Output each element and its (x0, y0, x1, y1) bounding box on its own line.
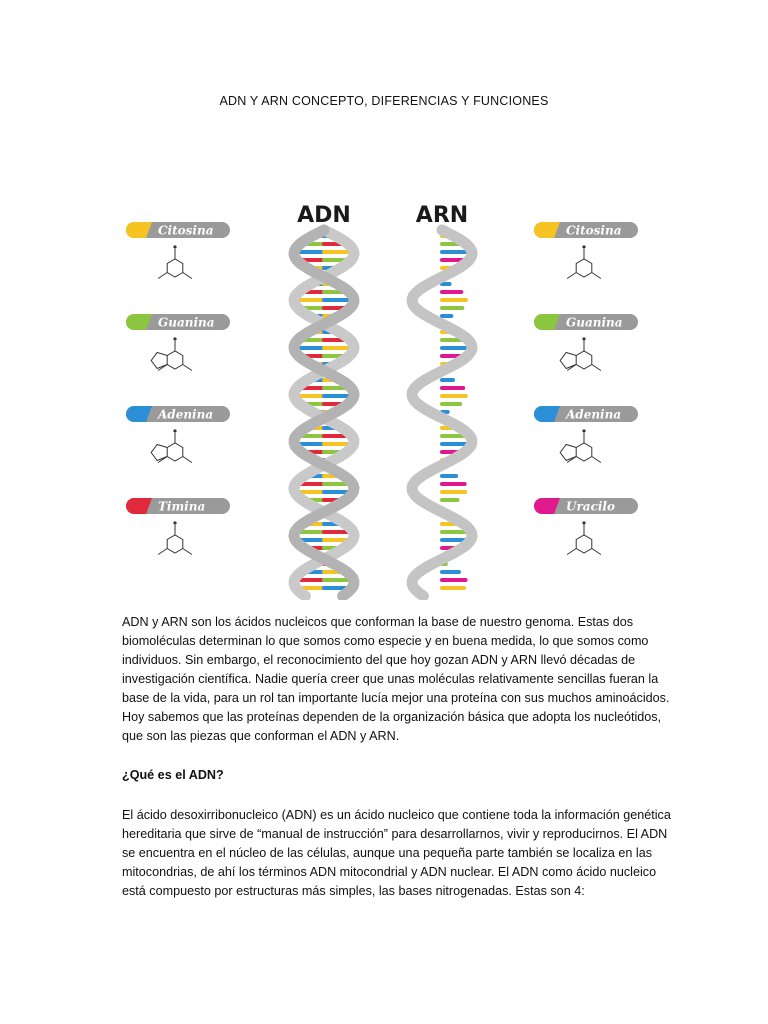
paragraph-line: El ácido desoxirribonucleico (ADN) es un ácido nucleico que contiene toda la información genética (122, 808, 671, 822)
base-label: Adenina (158, 407, 214, 422)
molecule-ring (576, 259, 592, 277)
molecule-bond (567, 549, 576, 555)
molecule-bond (592, 549, 601, 555)
molecule-atom (582, 337, 585, 340)
section-heading: ¿Qué es el ADN? (122, 768, 224, 782)
base-label: Citosina (158, 223, 214, 238)
paragraph-line: mitocondrias, de ahí los términos ADN mitocondrial y ADN nuclear. El ADN como ácido nucleico (122, 865, 657, 879)
dna-rna-figure (120, 200, 650, 600)
base-label: Uracilo (566, 499, 615, 514)
molecule-ring (167, 535, 183, 553)
helix-title-adn: ADN (297, 203, 351, 228)
molecule-atom (173, 521, 176, 524)
adn-double-helix (294, 230, 354, 596)
molecule-bond (183, 365, 192, 371)
molecule-atom (582, 245, 585, 248)
molecule-bond (183, 457, 192, 463)
paragraph-line: que son las piezas que conforman el ADN y ARN. (122, 729, 400, 743)
arn-bases-legend (534, 222, 638, 555)
base-label: Citosina (566, 223, 622, 238)
molecule-ring (576, 535, 592, 553)
molecule-ring (576, 443, 592, 461)
molecule-bond (592, 273, 601, 279)
paragraph-line: se encuentra en el núcleo de las células, aunque una pequeña parte también se localiza en las (122, 846, 653, 860)
intro-paragraph (122, 613, 670, 746)
adn-bases-legend (126, 222, 230, 555)
molecule-bond (567, 273, 576, 279)
molecule-bond (592, 365, 601, 371)
molecule-ring (576, 351, 592, 369)
paragraph-line: está compuesto por estructuras más simples, las bases nitrogenadas. Estas son 4: (122, 884, 585, 898)
molecule-atom (582, 521, 585, 524)
molecule-ring (167, 259, 183, 277)
molecule-atom (582, 429, 585, 432)
molecule-atom (173, 337, 176, 340)
molecule-ring (167, 443, 183, 461)
paragraph-line: hereditaria que sirve de “manual de instrucción” para desarrollarnos, vivir y reproducirnos. El ADN (122, 827, 668, 841)
paragraph-line: ADN y ARN son los ácidos nucleicos que conforman la base de nuestro genoma. Estas dos (122, 615, 634, 629)
base-label: Adenina (566, 407, 622, 422)
paragraph-line: investigación científica. Nadie quería creer que unas moléculas relativamente sencillas fueran la (122, 672, 659, 686)
paragraph-line: base de la vida, para un rol tan importante lucía mejor una proteína con sus muchos aminoácidos. (122, 691, 670, 705)
molecule-ring (167, 351, 183, 369)
page-title: ADN Y ARN CONCEPTO, DIFERENCIAS Y FUNCIONES (219, 94, 549, 108)
molecule-bond (158, 549, 167, 555)
molecule-bond (183, 549, 192, 555)
base-label: Guanina (158, 315, 215, 330)
helix-title-arn: ARN (415, 203, 469, 228)
molecule-bond (183, 273, 192, 279)
base-label: Timina (158, 499, 206, 514)
arn-single-helix (412, 230, 472, 596)
molecule-atom (173, 429, 176, 432)
molecule-bond (158, 273, 167, 279)
molecule-bond (592, 457, 601, 463)
base-label: Guanina (566, 315, 623, 330)
paragraph-line: individuos. Sin embargo, el reconocimiento del que hoy gozan ADN y ARN llevó décadas de (122, 653, 636, 667)
paragraph-line: Hoy sabemos que las proteínas dependen de la organización básica que adopta los nucleótidos, (122, 710, 662, 724)
paragraph-line: biomoléculas determinan lo que somos como especie y en buena medida, lo que somos como (122, 634, 649, 648)
adn-paragraph (122, 806, 671, 901)
molecule-atom (173, 245, 176, 248)
